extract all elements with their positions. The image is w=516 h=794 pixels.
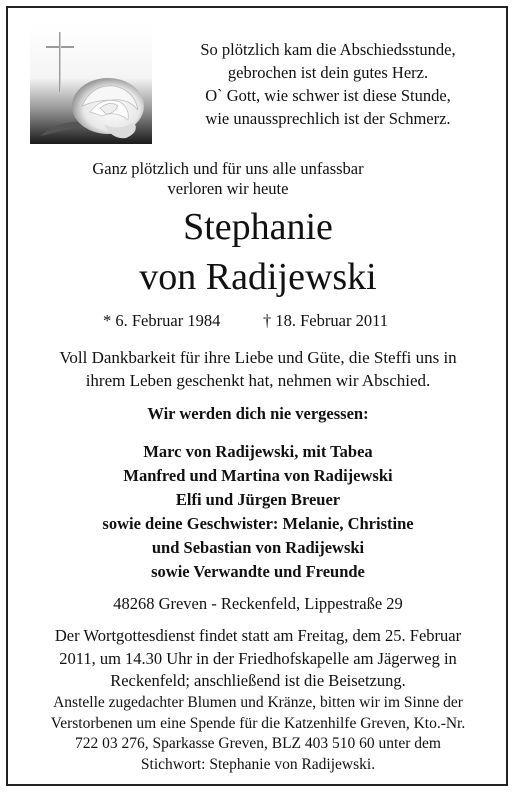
thanks-line: Voll Dankbarkeit für ihre Liebe und Güte, die Steffi uns in	[59, 348, 457, 367]
thanks-line: ihrem Leben geschenkt hat, nehmen wir Abschied.	[85, 371, 431, 390]
donation-line: Verstorbenen um eine Spende für die Katzenhilfe Greven, Kto.-Nr.	[50, 714, 466, 732]
mourner-line: Elfi und Jürgen Breuer	[175, 490, 341, 509]
rose-icon	[40, 78, 144, 138]
verse-line: gebrochen ist dein gutes Herz.	[227, 63, 429, 82]
intro-line: verloren wir heute	[167, 179, 289, 198]
mourner-line: Manfred und Martina von Radijewski	[123, 466, 393, 485]
service-line: 2011, um 14.30 Uhr in der Friedhofskapelle am Jägerweg in	[59, 648, 457, 668]
donation-info	[0, 693, 516, 775]
verse-line: wie unaussprechlich ist der Schmerz.	[205, 109, 451, 128]
birth-date: * 6. Februar 1984	[103, 311, 221, 330]
mourner-line: Marc von Radijewski, mit Tabea	[143, 442, 373, 461]
mourner-line: sowie deine Geschwister: Melanie, Christine	[102, 514, 414, 533]
death-date: † 18. Februar 2011	[263, 311, 388, 330]
family-address: 48268 Greven - Reckenfeld, Lippestraße 29	[113, 594, 403, 613]
deceased-last-name: von Radijewski	[139, 256, 377, 298]
service-line: Reckenfeld; anschließend ist die Beisetzung.	[110, 671, 406, 690]
verse-line: O` Gott, wie schwer ist diese Stunde,	[205, 86, 451, 105]
mourner-line: sowie Verwandte und Freunde	[151, 562, 365, 581]
service-line: Der Wortgottesdienst findet statt am Freitag, dem 25. Februar	[54, 626, 462, 645]
mourners-list	[0, 440, 516, 584]
service-info	[0, 625, 516, 693]
closing-line: Wir werden dich nie vergessen:	[147, 404, 369, 423]
deceased-name	[0, 202, 516, 302]
intro-text	[0, 159, 516, 199]
deceased-first-name: Stephanie	[183, 206, 333, 248]
donation-line: Stichwort: Stephanie von Radijewski.	[140, 755, 376, 773]
donation-line: Anstelle zugedachter Blumen und Kränze, bitten wir im Sinne der	[53, 694, 463, 711]
rose-photo	[30, 24, 152, 144]
thanks-text	[0, 346, 516, 392]
cross-icon	[46, 32, 74, 92]
memorial-photo	[30, 24, 152, 144]
mourner-line: und Sebastian von Radijewski	[151, 538, 365, 557]
intro-line: Ganz plötzlich und für uns alle unfassbar	[92, 159, 364, 178]
memorial-verse	[150, 38, 506, 130]
donation-line: 722 03 276, Sparkasse Greven, BLZ 403 510 60 unter dem	[75, 735, 441, 752]
verse-line: So plötzlich kam die Abschiedsstunde,	[200, 40, 456, 59]
